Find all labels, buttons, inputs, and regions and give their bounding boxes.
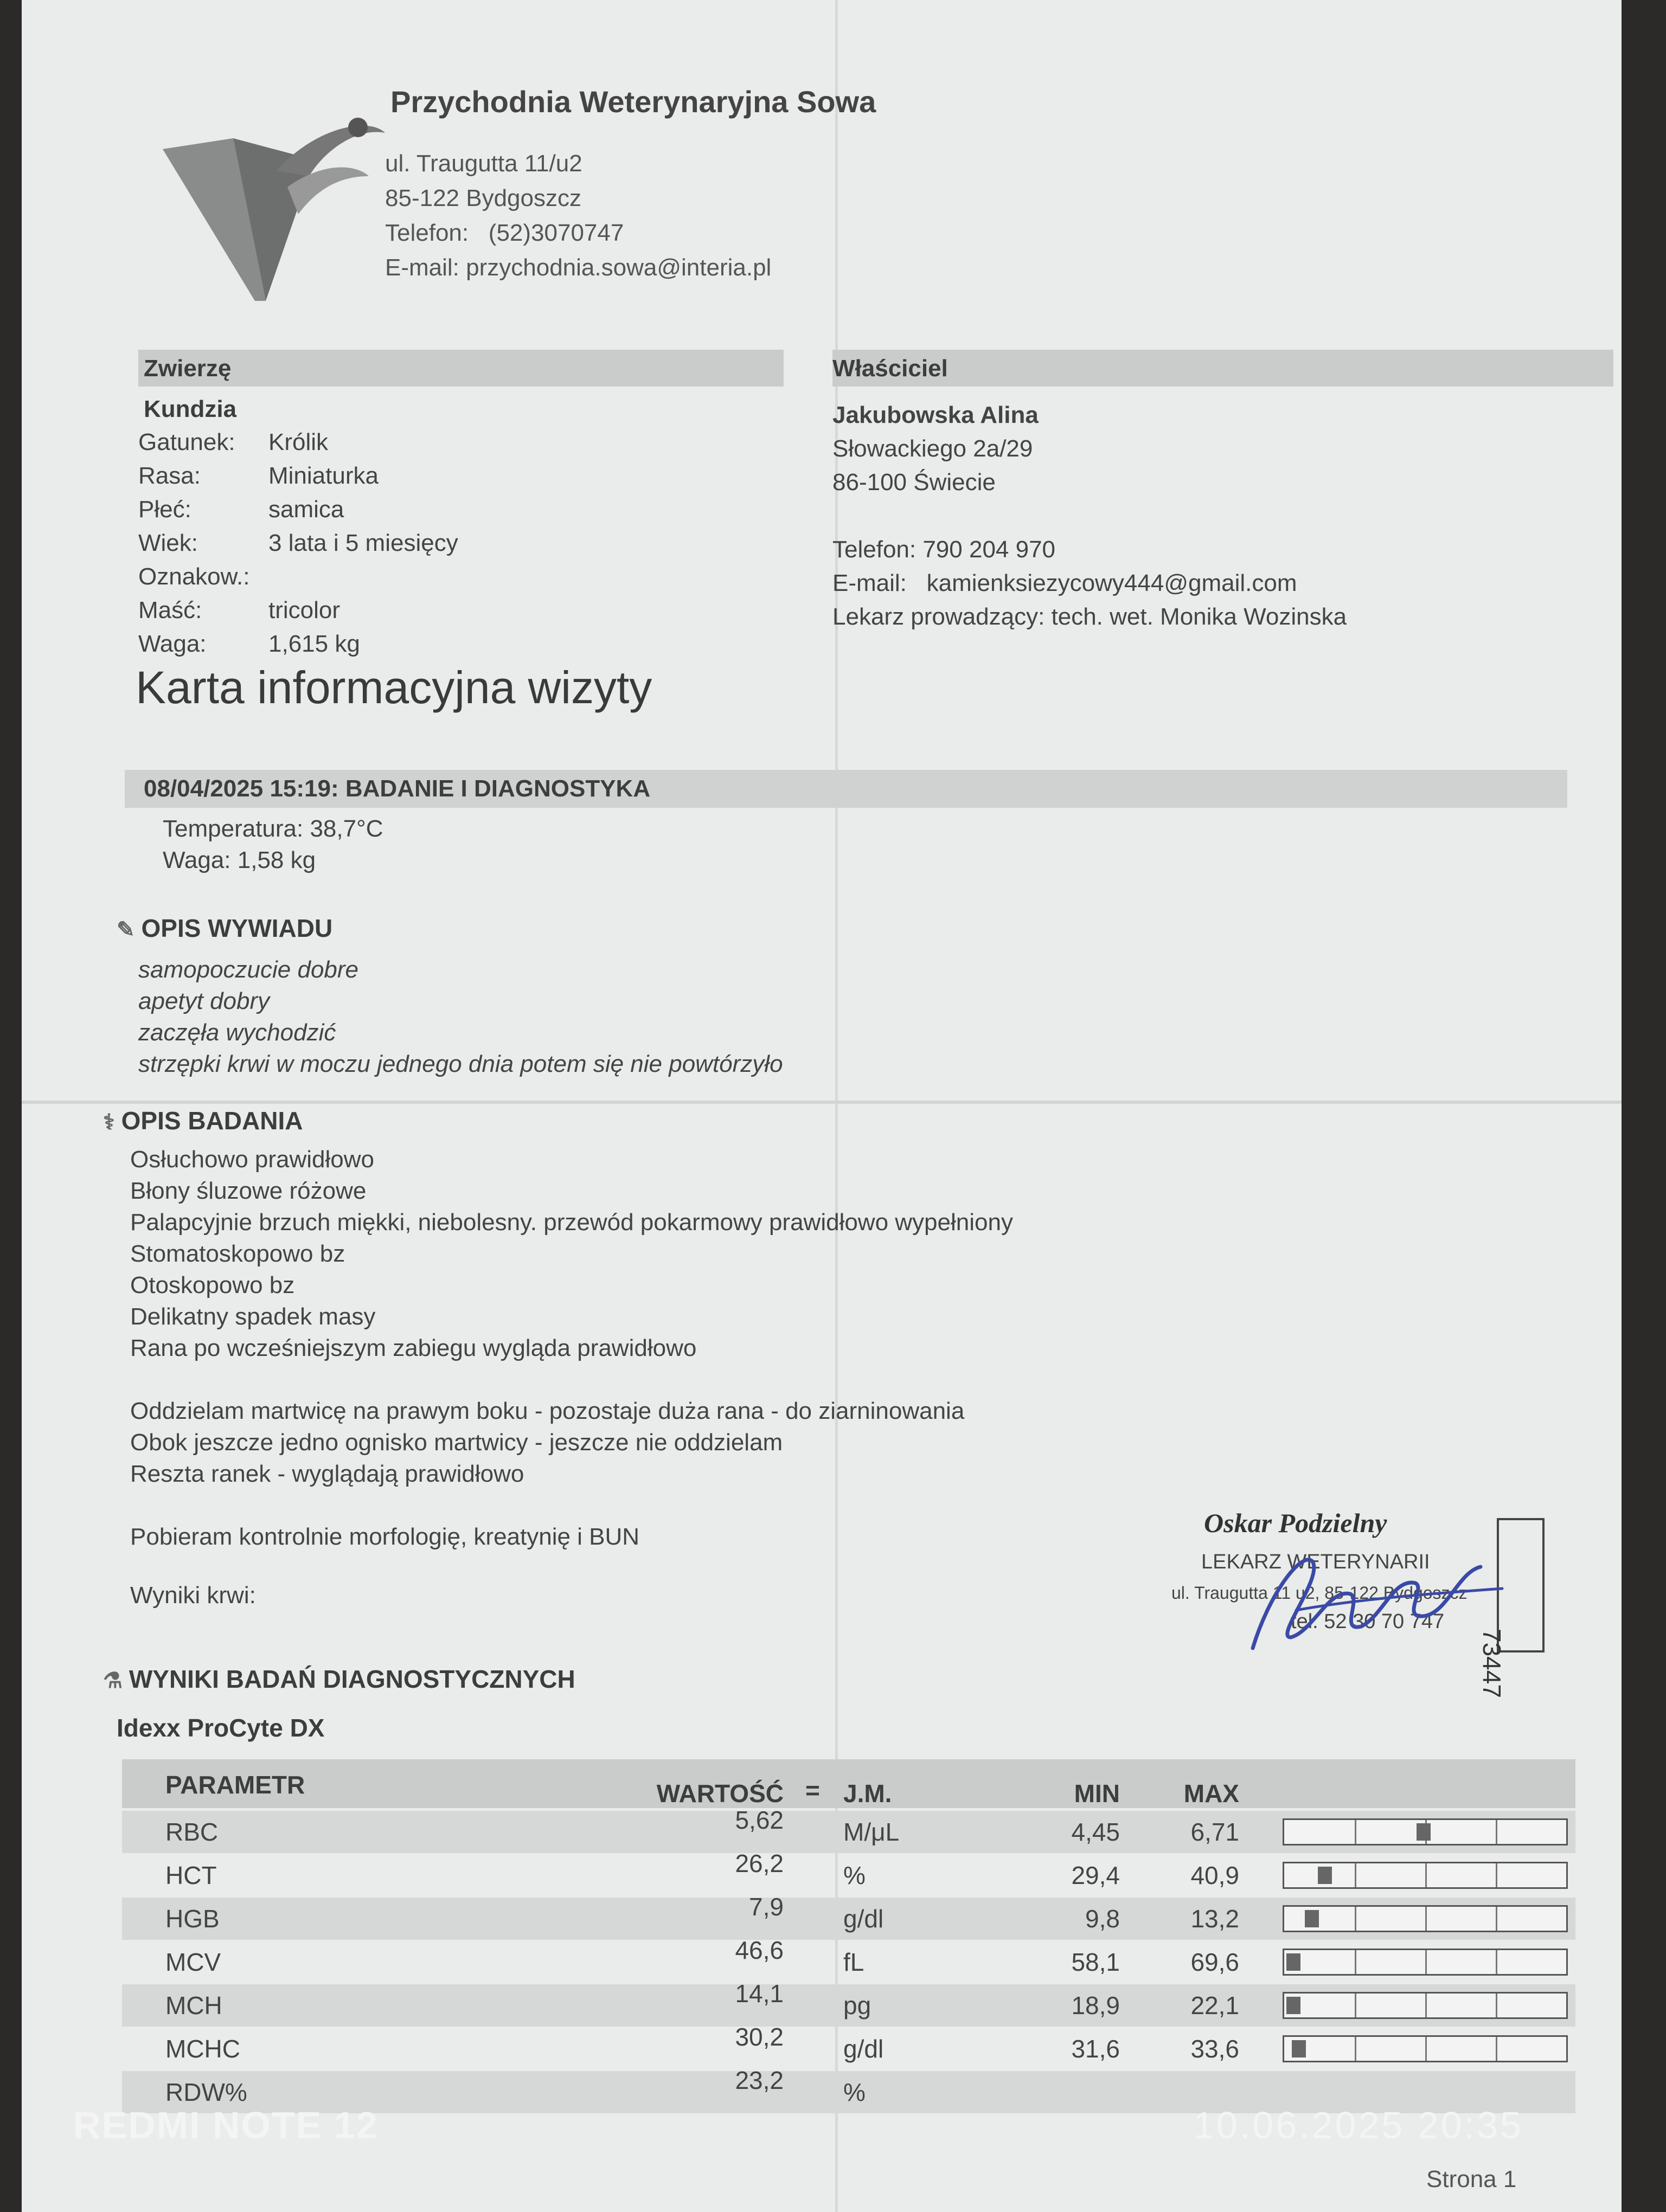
result-value: 23,2: [735, 2066, 784, 2094]
owner-name: Jakubowska Alina: [832, 402, 1039, 428]
clinic-street: ul. Traugutta 11/u2: [385, 150, 582, 177]
range-divider: [1355, 1950, 1356, 1974]
field-sex: Płeć: samica: [138, 496, 344, 523]
result-min: 58,1: [1071, 1948, 1120, 1976]
doctor-signature: [1220, 1529, 1524, 1670]
exam-line: Osłuchowo prawidłowo: [130, 1146, 374, 1173]
result-unit: %: [843, 1861, 866, 1889]
result-row: [122, 1979, 1575, 2027]
range-divider: [1425, 1907, 1427, 1931]
exam-line: Rana po wcześniejszym zabiegu wygląda prawidłowo: [130, 1335, 697, 1361]
result-range-bar: [1283, 1862, 1568, 1889]
col-param: PARAMETR: [165, 1771, 305, 1799]
interview-line: apetyt dobry: [138, 988, 270, 1014]
document-title: Karta informacyjna wizyty: [136, 662, 652, 713]
result-row: [122, 1806, 1575, 1853]
result-param: MCV: [165, 1948, 221, 1976]
range-marker: [1305, 1910, 1319, 1927]
interview-lines: [138, 954, 783, 1080]
interview-heading: ✎ OPIS WYWIADU: [117, 914, 333, 942]
result-max: 40,9: [1190, 1861, 1239, 1889]
result-min: 29,4: [1071, 1861, 1120, 1889]
field-age: Wiek: 3 lata i 5 miesięcy: [138, 530, 458, 556]
blood-results-label: Wyniki krwi:: [130, 1582, 256, 1609]
field-species: Gatunek: Królik: [138, 429, 329, 455]
result-range-bar: [1283, 1992, 1568, 2019]
notes-icon: ✎: [117, 918, 135, 942]
results-table-header: [122, 1759, 1575, 1808]
result-max: 69,6: [1190, 1948, 1239, 1976]
col-min: MIN: [1074, 1779, 1120, 1808]
result-min: 4,45: [1071, 1818, 1120, 1846]
result-range-bar: [1283, 1905, 1568, 1932]
field-weight: Waga: 1,615 kg: [138, 631, 360, 657]
result-unit: fL: [843, 1948, 864, 1976]
result-value: 14,1: [735, 1979, 784, 2008]
range-divider: [1355, 1994, 1356, 2017]
field-breed: Rasa: Miniaturka: [138, 462, 379, 489]
diagnostics-device: Idexx ProCyte DX: [117, 1714, 325, 1742]
range-marker: [1292, 2040, 1306, 2057]
exam-line: Stomatoskopowo bz: [130, 1240, 345, 1267]
exam-line: Delikatny spadek masy: [130, 1303, 376, 1330]
stethoscope-icon: ⚕: [103, 1110, 115, 1134]
result-unit: M/μL: [843, 1818, 900, 1846]
result-param: RDW%: [165, 2078, 247, 2106]
exam-line: Reszta ranek - wyglądają prawidłowo: [130, 1461, 524, 1487]
range-divider: [1496, 2037, 1497, 2061]
stamp-phone: tel. 52 30 70 747: [1291, 1610, 1445, 1633]
range-divider: [1355, 1907, 1356, 1931]
range-divider: [1425, 1994, 1427, 2017]
sampling-note: Pobieram kontrolnie morfologię, kreatynię i BUN: [130, 1523, 640, 1550]
interview-line: strzępki krwi w moczu jednego dnia potem się nie powtórzyło: [138, 1051, 783, 1077]
visit-title: 08/04/2025 15:19: BADANIE I DIAGNOSTYKA: [144, 775, 651, 802]
attending-doctor: Lekarz prowadzący: tech. wet. Monika Wozinska: [832, 603, 1347, 630]
owner-section-bar: [832, 350, 1613, 387]
col-max: MAX: [1183, 1779, 1239, 1808]
result-value: 5,62: [735, 1806, 784, 1834]
paper-fold-horizontal: [22, 1101, 1622, 1104]
stamp-number: 73447: [1478, 1629, 1506, 1698]
exam-line: Palapcyjnie brzuch miękki, niebolesny. przewód pokarmowy prawidłowo wypełniony: [130, 1209, 1013, 1236]
result-value: 30,2: [735, 2023, 784, 2051]
visit-temperature: Temperatura: 38,7°C: [163, 815, 383, 842]
range-divider: [1425, 1863, 1427, 1887]
field-color: Maść: tricolor: [138, 597, 341, 623]
photo-timestamp: 10.06.2025 20:35: [1193, 2104, 1523, 2146]
exam-lines: [130, 1144, 1013, 1611]
result-unit: g/dl: [843, 1905, 884, 1933]
col-value: WARTOŚĆ: [656, 1779, 784, 1808]
result-min: 9,8: [1085, 1905, 1120, 1933]
col-flag: =: [805, 1776, 820, 1804]
result-range-bar: [1283, 2035, 1568, 2062]
result-max: 22,1: [1190, 1991, 1239, 2020]
clinic-phone: Telefon: (52)3070747: [385, 220, 624, 246]
result-row: [122, 2023, 1575, 2070]
result-param: MCHC: [165, 2035, 240, 2063]
result-param: HGB: [165, 1905, 220, 1933]
range-divider: [1355, 2037, 1356, 2061]
owner-email: E-mail: kamienksiezycowy444@gmail.com: [832, 570, 1297, 596]
stamp-address: ul. Traugutta 11 u2, 85-122 Bydgoszcz: [1171, 1583, 1468, 1603]
result-unit: pg: [843, 1991, 872, 2020]
result-max: 33,6: [1190, 2035, 1239, 2063]
diagnostics-heading: ⚗ WYNIKI BADAŃ DIAGNOSTYCZNYCH: [103, 1665, 575, 1693]
animal-heading: Zwierzę: [144, 355, 232, 382]
document-page: [22, 0, 1622, 2212]
result-range-bar: [1283, 1949, 1568, 1976]
result-value: 26,2: [735, 1849, 784, 1877]
result-value: 7,9: [749, 1893, 784, 1921]
owner-details: [832, 398, 1347, 634]
result-param: HCT: [165, 1861, 217, 1889]
interview-line: zaczęła wychodzić: [138, 1019, 336, 1046]
clinic-logo: [152, 95, 401, 312]
page-number: Strona 1: [1426, 2166, 1517, 2192]
device-watermark: REDMI NOTE 12: [73, 2104, 379, 2146]
owner-street: Słowackiego 2a/29: [832, 435, 1033, 462]
col-unit: J.M.: [843, 1779, 892, 1808]
result-max: 6,71: [1190, 1818, 1239, 1846]
clinic-city: 85-122 Bydgoszcz: [385, 185, 581, 211]
result-unit: %: [843, 2078, 866, 2106]
animal-fields: [138, 426, 458, 661]
range-marker: [1417, 1823, 1431, 1841]
interview-line: samopoczucie dobre: [138, 956, 359, 983]
stamp-name: Oskar Podzielny: [1204, 1508, 1387, 1538]
result-param: MCH: [165, 1991, 222, 2020]
result-min: 18,9: [1071, 1991, 1120, 2020]
range-divider: [1425, 2037, 1427, 2061]
animal-section-bar: [138, 350, 784, 387]
range-divider: [1496, 1907, 1497, 1931]
owner-city: 86-100 Świecie: [832, 469, 996, 496]
stamp-title: LEKARZ WETERYNARII: [1201, 1551, 1430, 1573]
exam-line: Oddzielam martwicę na prawym boku - pozostaje duża rana - do ziarninowania: [130, 1398, 965, 1424]
result-row: [122, 1849, 1575, 1896]
clinic-contact: [385, 146, 771, 285]
exam-line: Obok jeszcze jedno ognisko martwicy - jeszcze nie oddzielam: [130, 1429, 783, 1456]
range-marker: [1286, 1953, 1300, 1971]
range-divider: [1425, 1950, 1427, 1974]
exam-line: Błony śluzowe różowe: [130, 1178, 367, 1204]
range-divider: [1496, 1994, 1497, 2017]
range-divider: [1496, 1863, 1497, 1887]
result-row: [122, 1893, 1575, 1940]
visit-weight: Waga: 1,58 kg: [163, 847, 316, 873]
range-divider: [1496, 1950, 1497, 1974]
field-marking: Oznakow.:: [138, 563, 250, 590]
clinic-email: E-mail: przychodnia.sowa@interia.pl: [385, 254, 772, 281]
result-max: 13,2: [1190, 1905, 1239, 1933]
result-value: 46,6: [735, 1936, 784, 1964]
test-tubes-icon: ⚗: [103, 1669, 123, 1693]
result-row: [122, 1936, 1575, 1983]
owner-heading: Właściciel: [832, 355, 948, 382]
result-unit: g/dl: [843, 2035, 884, 2063]
result-param: RBC: [165, 1818, 219, 1846]
exam-line: Otoskopowo bz: [130, 1272, 295, 1298]
visit-vitals: [163, 813, 383, 876]
owner-phone: Telefon: 790 204 970: [832, 536, 1056, 563]
range-marker: [1318, 1867, 1332, 1884]
range-divider: [1355, 1820, 1356, 1844]
clinic-name: Przychodnia Weterynaryjna Sowa: [390, 85, 876, 119]
range-marker: [1286, 1997, 1300, 2014]
result-range-bar: [1283, 1818, 1568, 1846]
result-min: 31,6: [1071, 2035, 1120, 2063]
animal-name: Kundzia: [144, 396, 237, 422]
range-divider: [1355, 1863, 1356, 1887]
exam-heading: ⚕ OPIS BADANIA: [103, 1107, 303, 1135]
range-divider: [1496, 1820, 1497, 1844]
